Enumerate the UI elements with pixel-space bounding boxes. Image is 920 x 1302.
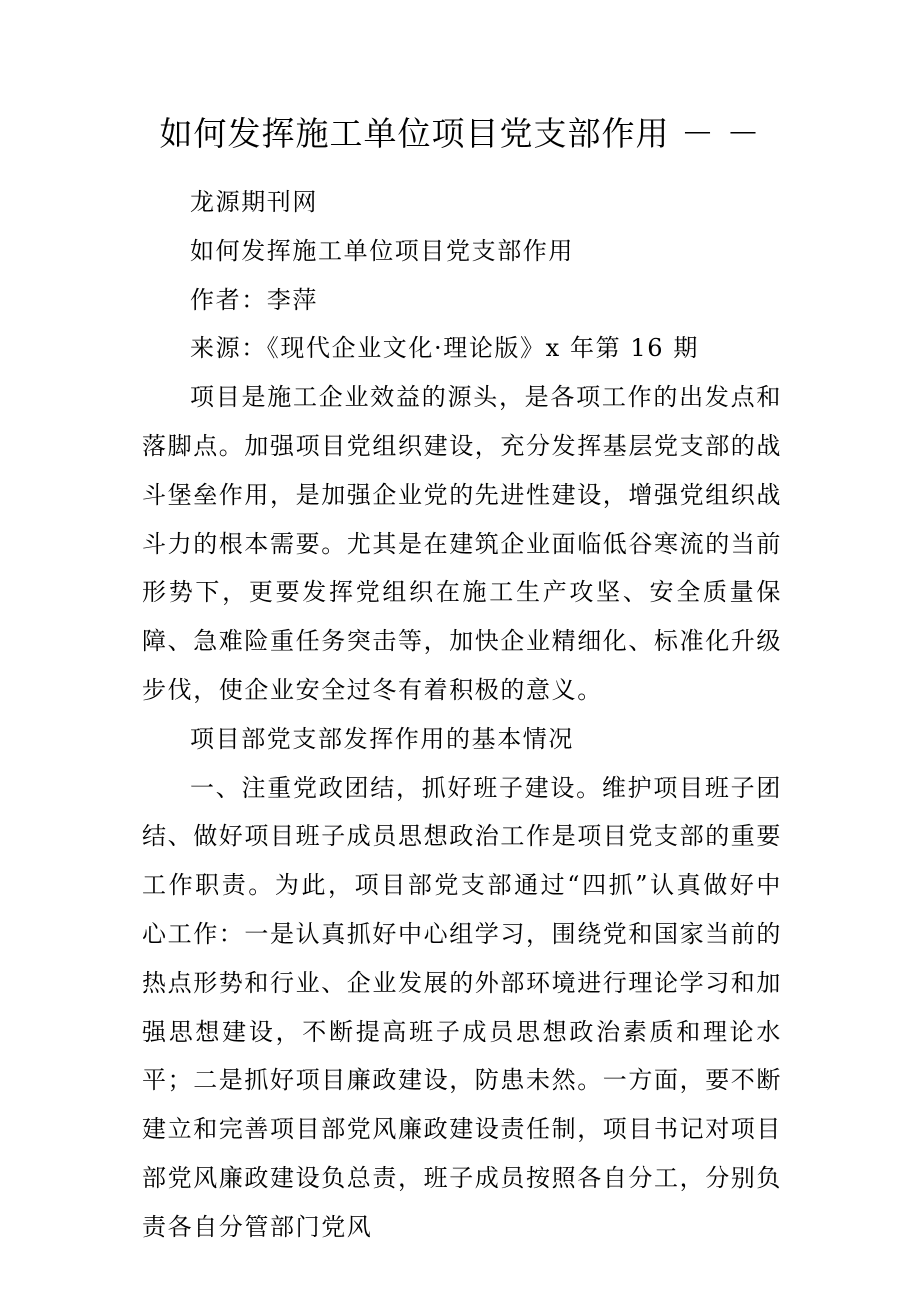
paragraph-intro: 项目是施工企业效益的源头，是各项工作的出发点和落脚点。加强项目党组织建设，充分发挥基层党支部的战斗堡垒作用，是加强企业党的先进性建设，增强党组织战斗力的根本需要。尤其是在建筑企业面临低谷寒流的当前形势下，更要发挥党组织在施工生产攻坚、安全质量保障、急难险重任务突击等，加快企业精细化、标准化升级步伐，使企业安全过冬有着积极的意义。 [142,383,782,704]
article-source: 来源：《现代企业文化·理论版》x 年第 16 期 [190,334,699,363]
site-name: 龙源期刊网 [190,188,318,216]
article-subtitle: 如何发挥施工单位项目党支部作用 [190,236,574,265]
paragraph-section-one: 一、注重党政团结，抓好班子建设。维护项目班子团结、做好项目班子成员思想政治工作是项目党支部的重要工作职责。为此，项目部党支部通过“四抓”认真做好中心工作：一是认真抓好中心组学习，围绕党和国家当前的热点形势和行业、企业发展的外部环境进行理论学习和加强思想建设，不断提高班子成员思想政治素质和理论水平；二是抓好项目廉政建设，防患未然。一方面，要不断建立和完善项目部党风廉政建设责任制，项目书记对项目部党风廉政建设负总责，班子成员按照各自分工，分别负责各自分管部门党风 [142,773,782,1241]
document-title: 如何发挥施工单位项目党支部作用 － － [159,114,761,153]
document-body [142,178,782,1252]
article-author: 作者：李萍 [190,285,318,314]
section-heading: 项目部党支部发挥作用的基本情况 [190,724,574,753]
